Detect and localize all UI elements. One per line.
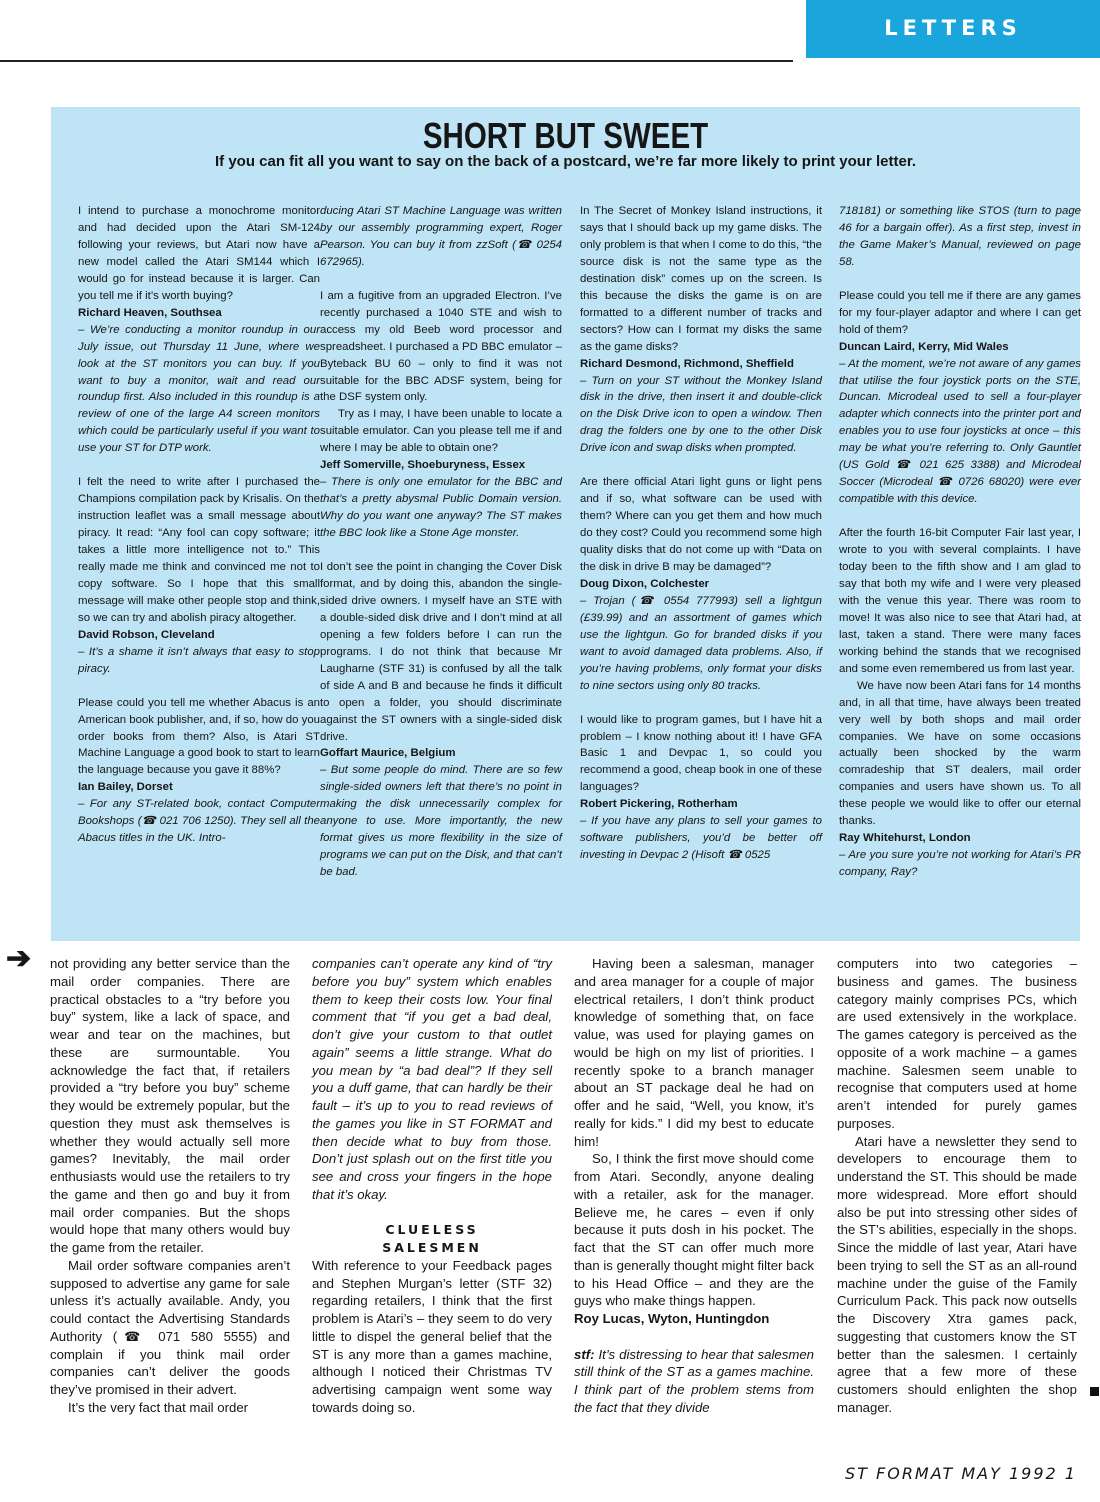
short-but-sweet-box	[51, 107, 1080, 941]
page-footer: ST FORMAT MAY 1992 1	[845, 1464, 1077, 1483]
letter-signature: Ian Bailey, Dorset	[78, 781, 173, 794]
box-column-1	[78, 203, 320, 847]
subhead-line: CLUELESS	[385, 1222, 479, 1238]
continuation-arrow-icon: ➔	[6, 942, 32, 975]
main-column-3	[574, 955, 814, 1417]
box-subtitle: If you can fit all you want to say on the back of a postcard, we’re far more likely to print your letter.	[215, 153, 916, 170]
letter-signature: Richard Heaven, Southsea	[78, 306, 222, 319]
editor-reply: – There is only one emulator for the BBC and that’s a pretty abysmal Public Domain version. Why do you want one anyway? The ST makes the BBC look like a Stone Age monster.	[320, 476, 562, 540]
box-column-4	[839, 203, 1081, 881]
header-rule	[0, 60, 793, 62]
editor-reply: – Are you sure you’re not working for Atari’s PR company, Ray?	[839, 849, 1081, 879]
letter-signature: Roy Lucas, Wyton, Huntingdon	[574, 1311, 770, 1326]
letter-paragraph: I am a fugitive from an upgraded Electron. I’ve recently purchased a 1040 STE and wish to access my old Beeb word processor and spreadsheet. I purchased a PD BBC emulator – Byteback BU 60 – only to find it was not suitable for the BBC ADSF system, being for the DSF system only.	[320, 289, 562, 404]
letter-paragraph: We have now been Atari fans for 14 months and, in all that time, have always been treated very well by both shops and mail order companies. We have on some occasions actually been shocked by the warm comradeship that ST dealers, mail order companies and users have shown us. To all these people we would like to offer our eternal thanks.	[839, 679, 1081, 828]
body-paragraph: not providing any better service than the mail order companies. There are practical obstacles to a “try before you buy” system, like a lack of space, and wear and tear on the machines, but these are surmountable. You acknowledge the fact that, if retailers provided a “try before you buy” scheme they would be extremely popular, but the question they must ask themselves is whether they would actually sell more games? Inevitably, the mail order enthusiasts would use the retailers to try the game and then go and buy it from mail order companies. But the shops would hope that many others would buy the game from the retailer.	[50, 956, 290, 1255]
letter-paragraph: So, I think the first move should come from Atari. Secondly, anyone dealing with a retailer, ask for the manager. Believe me, he cares – even if only because it puts dosh in his pocket. The fact that the ST can offer much more than is generally thought might filter back to his Head Office – and they are the guys who make things happen.	[574, 1151, 814, 1309]
editor-reply	[574, 1346, 814, 1417]
letter-paragraph: Please could you tell me whether Abacus is an American book publisher, and, if so, how do you order books from them? Also, is Atari ST Machine Language a good book to start to learn the language because you gave it 88%?	[78, 696, 320, 777]
letter-paragraph: I intend to purchase a monochrome monitor and had decided upon the Atari SM-124 following your reviews, but Atari now have a new model called the Atari SM144 which I would go for instead because it is larger. Can you tell me if it’s worth buying?	[78, 205, 320, 302]
letter-paragraph: Having been a salesman, manager and area manager for a couple of major electrical retailers, I don’t think product knowledge of something that, on face value, was used for playing games on would be high on my list of priorities. I recently spoke to a branch manager about an ST package deal he had on offer and he said, “Well, you know, it’s really for kids.” I did my best to educate him!	[574, 956, 814, 1149]
editor-reply: – It’s a shame it isn’t always that easy to stop piracy.	[78, 645, 320, 675]
box-title: SHORT BUT SWEET	[422, 115, 709, 156]
letter-paragraph: I would like to program games, but I have hit a problem – I know nothing about it! I have GFA Basic 1 and Devpac 1, so could you recommend a good, cheap book in one of these languages?	[580, 713, 822, 794]
main-column-1	[50, 955, 290, 1417]
body-paragraph: Atari have a newsletter they send to developers to encourage them to understand the ST. This should be made more widespread. More effort should also be put into stressing other sides of the ST’s abilities, especially in the shops. Since the middle of last year, Atari have been trying to sell the ST as an all-round machine under the guise of the Family Curriculum Pack. This pack now outsells the Discovery Xtra games pack, suggesting that customers know the ST better than the salesmen. I certainly agree that a few more of these customers should enlighten the shop manager.	[837, 1133, 1077, 1415]
editor-reply: – If you have any plans to sell your games to software publishers, you’d be better off investing in Devpac 2 (Hisoft ☎ 0525	[580, 815, 822, 862]
letter-signature: Goffart Maurice, Belgium	[320, 747, 456, 760]
letter-paragraph: Please could you tell me if there are any games for my four-player adaptor and where I can get hold of them?	[839, 289, 1081, 336]
letter-paragraph: Are there official Atari light guns or light pens and if so, what software can be used with them? Where can you get them and how much do they cost? Could you recommend some high quality disks that do not come up with “Data on the disk in drive B may be damaged”?	[580, 476, 822, 573]
body-paragraph: Mail order software companies aren’t supposed to advertise any game for sale unless it’s actually available. Andy, you could contact the Advertising Standards Authority (☎ 071 580 5555) and complain if you think mail order companies can’t deliver the goods they’ve promised in their advert.	[50, 1257, 290, 1397]
box-column-2	[320, 203, 562, 881]
box-column-3	[580, 203, 822, 864]
letter-paragraph: Try as I may, I have been unable to locate a suitable emulator. Can you please tell me if and where I may be able to obtain one?	[320, 408, 562, 455]
stf-reply-text: It’s distressing to hear that salesmen still think of the ST as a games machine. I think part of the problem stems from the fact that they divide	[574, 1346, 814, 1415]
stf-label: stf:	[574, 1346, 595, 1362]
editor-reply: – Trojan (☎ 0554 777993) sell a lightgun (£39.99) and an assortment of games which use the lightgun. Go for branded disks if you want to avoid damaged data problems. Also, if you’re having problems, only format your disks to nine sectors using only 80 tracks.	[580, 594, 822, 692]
editor-reply: – At the moment, we’re not aware of any games that utilise the four joystick ports on the STE, Duncan. Microdeal used to sell a four-player adapter which connects into the printer port and enables you to use four joysticks at once – this may be what you’re referring to. Only Gauntlet (US Gold ☎ 021 625 3388) and Microdeal Soccer (Microdeal ☎ 0726 68020) were ever compatible with this device.	[839, 357, 1081, 506]
letter-signature: Robert Pickering, Rotherham	[580, 798, 738, 811]
editor-reply: 718181) or something like STOS (turn to page 46 for a bargain offer). As a first step, invest in the Game Maker’s Manual, reviewed on page 58.	[839, 205, 1081, 268]
letter-paragraph: In The Secret of Monkey Island instructions, it says that I should back up my game disks. The only problem is that when I come to do this, “the source disk is not the same type as the destination disk” comes up on the screen. Is this because the disks the game is on are formatted to a different number of tracks and sectors? How can I format my disks the same as the game disks?	[580, 205, 822, 353]
section-tab-letters: LETTERS	[806, 0, 1100, 58]
main-column-4	[837, 955, 1077, 1417]
subhead-clueless-salesmen	[312, 1221, 552, 1257]
editor-reply: – Turn on your ST without the Monkey Island disk in the drive, then insert it and double-click on the Disk Drive icon to open a window. Then drag the folders one by one to the other Disk Drive icon and swap disks when prompted.	[580, 374, 822, 455]
letter-signature: David Robson, Cleveland	[78, 628, 215, 641]
subhead-line: SALESMEN	[382, 1240, 482, 1255]
letter-paragraph: I don’t see the point in changing the Cover Disk format, and by doing this, abandon the single-sided drive owners. I myself have an STE with a double-sided disk drive and I don’t mind at all opening a few folders before I can run the programs. I do not think that because Mr Laugharne (STF 31) is confused by all the talk of side A and B and because he finds it difficult to open a folder, you should discriminate against the ST owners with a single-sided disk drive.	[320, 560, 562, 743]
body-paragraph: computers into two categories – business and games. The business category mainly comprises PCs, which are used extensively in the workplace. The games category is perceived as the opposite of a work machine – a games machine. Salesmen seem unable to recognise that computers used at home aren’t intended for purely games purposes.	[837, 956, 1077, 1131]
letter-paragraph: I felt the need to write after I purchased the Champions compilation pack by Krisalis. On the instruction leaflet was a small message about piracy. It read: “Any fool can copy software; it takes a little more intelligence not to.” This really made me think and convinced me not to copy software. So I hope that this small message will make other people stop and think, so we can try and abolish piracy altogether.	[78, 476, 320, 624]
editor-reply: – For any ST-related book, contact Computer Bookshops (☎ 021 706 1250). They sell all the Abacus titles in the UK. Intro-	[78, 798, 320, 845]
letter-signature: Ray Whitehurst, London	[839, 832, 971, 845]
end-of-article-mark	[1090, 1387, 1099, 1396]
editor-reply: – But some people do mind. There are so few single-sided owners left that there’s no point in making the disk unnecessarily complex for anyone to use. More importantly, the new format gives us more flexibility in the size of programs we can put on the Disk, and that can’t be bad.	[320, 764, 562, 879]
editor-reply: – We’re conducting a monitor roundup in our July issue, out Thursday 11 June, where we look at the ST monitors you can buy. If you want to buy a monitor, wait and read our roundup first. Also included in this roundup is a review of one of the large A4 screen monitors which could be particularly useful if you want to use your ST for DTP work.	[78, 323, 320, 455]
body-paragraph: It’s the very fact that mail order	[68, 1399, 249, 1415]
letter-paragraph: With reference to your Feedback pages and Stephen Murgan’s letter (STF 32) regarding retailers, I think that the first problem is Atari’s – they seem to do very little to dispel the general belief that the ST is any more than a games machine, although I noticed their Christmas TV advertising campaign went some way towards doing so.	[312, 1257, 552, 1415]
letter-signature: Richard Desmond, Richmond, Sheffield	[580, 357, 794, 370]
letter-signature: Doug Dixon, Colchester	[580, 577, 710, 590]
letter-signature: Jeff Somerville, Shoeburyness, Essex	[320, 459, 526, 472]
main-column-2	[312, 955, 552, 1417]
body-paragraph: companies can’t operate any kind of “try before you buy” system which enables them to keep their costs low. Your final comment that “if you get a bad deal, don’t give your custom to that outlet again” seems a little strange. What do you mean by “a bad deal”? If they sell you a duff game, that can hardly be their fault – it’s up to you to read reviews of the games you like in ST FORMAT and then decide what to buy from those. Don’t just splash out on the first title you see and cross your fingers in the hope that it’s okay.	[312, 956, 552, 1202]
letter-signature: Duncan Laird, Kerry, Mid Wales	[839, 340, 1009, 353]
editor-reply: ducing Atari ST Machine Language was written by our assembly programming expert, Roger Pearson. You can buy it from zzSoft (☎ 0254 672965).	[320, 205, 562, 268]
letter-paragraph: After the fourth 16-bit Computer Fair last year, I wrote to you with several complaints. I have today been to the fifth show and I am glad to say that both my wife and I were very pleased with the venue this year. There was room to move! It was also nice to see that Atari had, at last, taken a stand. There were many faces working behind the stands that we recognised and some even remembered us from last year.	[839, 527, 1081, 675]
